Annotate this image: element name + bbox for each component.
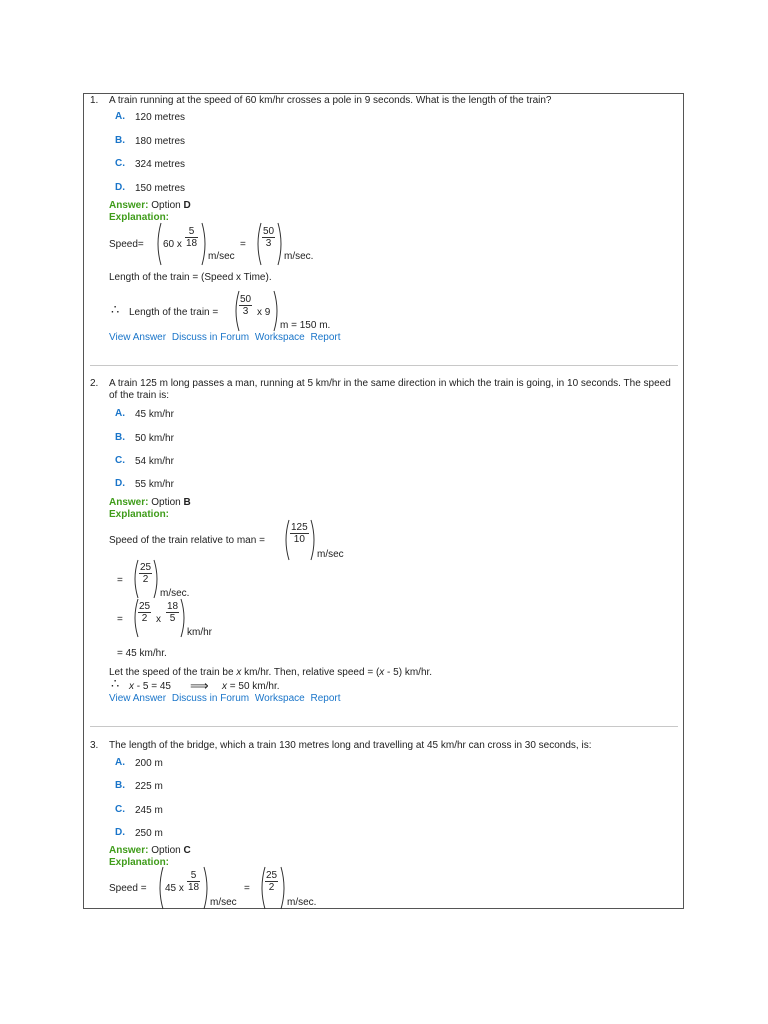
fraction-numerator: 5 xyxy=(187,870,200,882)
final-line xyxy=(222,681,280,693)
final-line xyxy=(129,681,171,693)
question-number: 2. xyxy=(90,378,99,389)
workspace-link[interactable]: Workspace xyxy=(254,693,305,704)
option-letter[interactable]: B. xyxy=(115,135,125,146)
option-text[interactable]: 50 km/hr xyxy=(135,433,174,444)
times-factor: x 9 xyxy=(257,307,271,318)
question-number: 3. xyxy=(90,740,99,751)
option-letter[interactable]: A. xyxy=(115,408,125,419)
option-letter[interactable]: A. xyxy=(115,757,125,768)
option-letter[interactable]: D. xyxy=(115,827,125,838)
variable-x: x xyxy=(379,667,385,678)
let-text: Let the speed of the train be xyxy=(109,667,237,678)
answer-prefix: Option xyxy=(151,497,181,508)
unit: m/sec. xyxy=(287,897,317,908)
explanation-line: Length of the train = (Speed x Time). xyxy=(109,272,272,283)
fraction xyxy=(138,601,151,624)
question-number: 1. xyxy=(90,95,99,106)
open-paren-icon xyxy=(282,519,290,561)
unit: m/sec xyxy=(208,251,235,262)
unit: km/hr xyxy=(187,627,212,638)
open-paren-icon xyxy=(131,559,139,599)
fraction-numerator: 25 xyxy=(139,601,151,612)
final-text: = 50 km/hr. xyxy=(227,681,280,692)
view-answer-link[interactable]: View Answer xyxy=(109,332,167,343)
relative-speed-label: Speed of the train relative to man = xyxy=(109,535,265,546)
unit: m/sec xyxy=(210,897,237,908)
fraction xyxy=(290,522,309,545)
variable-x: x xyxy=(236,667,242,678)
therefore-symbol: ∴ xyxy=(111,676,120,691)
option-text[interactable]: 250 m xyxy=(135,828,163,839)
fraction-denominator: 3 xyxy=(265,238,272,249)
option-text[interactable]: 54 km/hr xyxy=(135,456,174,467)
fraction-numerator: 50 xyxy=(263,226,275,237)
variable-x: x xyxy=(129,681,134,692)
option-text[interactable]: 225 m xyxy=(135,781,163,792)
speed-label: Speed = xyxy=(109,883,147,894)
equals-sign: = xyxy=(240,239,246,250)
speed-label: Speed= xyxy=(109,239,144,250)
option-letter[interactable]: B. xyxy=(115,780,125,791)
unit: m/sec xyxy=(317,549,344,560)
fraction xyxy=(166,601,179,624)
option-letter[interactable]: A. xyxy=(115,111,125,122)
option-text[interactable]: 245 m xyxy=(135,805,163,816)
workspace-link[interactable]: Workspace xyxy=(254,332,305,343)
implies-icon: ⟹ xyxy=(190,678,209,693)
open-paren-icon xyxy=(254,222,262,266)
option-text[interactable]: 45 km/hr xyxy=(135,409,174,420)
answer-label: Answer: xyxy=(109,497,149,508)
discuss-in-forum-link[interactable]: Discuss in Forum xyxy=(171,332,250,343)
unit: m/sec. xyxy=(284,251,314,262)
discuss-in-forum-link[interactable]: Discuss in Forum xyxy=(171,693,250,704)
answer-label: Answer: xyxy=(109,845,149,856)
option-letter[interactable]: C. xyxy=(115,158,125,169)
option-letter[interactable]: C. xyxy=(115,804,125,815)
open-paren-icon xyxy=(154,222,162,266)
fraction xyxy=(139,562,152,585)
option-letter[interactable]: D. xyxy=(115,478,125,489)
explanation-label: Explanation: xyxy=(109,857,170,868)
therefore-symbol: ∴ xyxy=(111,302,120,317)
option-letter[interactable]: B. xyxy=(115,432,125,443)
fraction-denominator: 2 xyxy=(142,574,149,585)
equals-sign: = xyxy=(244,883,250,894)
action-links xyxy=(109,332,341,344)
report-link[interactable]: Report xyxy=(310,693,341,704)
answer-label: Answer: xyxy=(109,200,149,211)
separator xyxy=(90,365,678,366)
option-text[interactable]: 55 km/hr xyxy=(135,479,174,490)
option-text[interactable]: 150 metres xyxy=(135,183,186,194)
answer-prefix: Option xyxy=(151,200,181,211)
fraction-numerator: 25 xyxy=(266,870,278,881)
answer-value: C xyxy=(183,845,191,856)
result: m = 150 m. xyxy=(280,320,331,331)
fraction-denominator: 10 xyxy=(293,534,305,545)
let-text: - 5) km/hr. xyxy=(384,667,433,678)
fraction-denominator: 5 xyxy=(169,613,176,624)
open-paren-icon xyxy=(156,866,164,910)
fraction xyxy=(265,870,278,893)
fraction xyxy=(187,870,200,893)
fraction-denominator: 18 xyxy=(186,238,198,249)
fraction-numerator: 5 xyxy=(185,226,198,238)
speed-factor: 60 x xyxy=(163,239,182,250)
question-text: The length of the bridge, which a train 130 metres long and travelling at 45 km/hr can cross in 30 seconds, is: xyxy=(109,740,592,751)
variable-x: x xyxy=(222,681,227,692)
fraction-denominator: 2 xyxy=(141,613,148,624)
equals-sign: = xyxy=(117,614,123,625)
report-link[interactable]: Report xyxy=(310,332,341,343)
answer-value: D xyxy=(183,200,191,211)
answer-value: B xyxy=(183,497,191,508)
fraction xyxy=(239,294,252,317)
speed-factor: 45 x xyxy=(165,883,184,894)
question-text: A train 125 m long passes a man, running at 5 km/hr in the same direction in which the train is going, in 10 seconds. The speed of the train is: xyxy=(109,378,671,401)
fraction xyxy=(185,226,198,249)
fraction-denominator: 18 xyxy=(188,882,200,893)
length-label: Length of the train = xyxy=(129,307,219,318)
option-text[interactable]: 120 metres xyxy=(135,112,186,123)
final-text: - 5 = 45 xyxy=(134,681,171,692)
option-letter[interactable]: D. xyxy=(115,182,125,193)
option-letter[interactable]: C. xyxy=(115,455,125,466)
fraction xyxy=(262,226,275,249)
fraction-numerator: 18 xyxy=(167,601,179,612)
unit: m/sec. xyxy=(160,588,190,599)
option-text[interactable]: 200 m xyxy=(135,758,163,769)
equals-sign: = xyxy=(117,575,123,586)
fraction-denominator: 3 xyxy=(242,306,249,317)
explanation-label: Explanation: xyxy=(109,212,170,223)
let-text: km/hr. Then, relative speed = ( xyxy=(241,667,380,678)
option-text[interactable]: 324 metres xyxy=(135,159,186,170)
fraction-denominator: 2 xyxy=(268,882,275,893)
let-line xyxy=(109,667,432,679)
action-links xyxy=(109,693,341,705)
option-text[interactable]: 180 metres xyxy=(135,136,186,147)
view-answer-link[interactable]: View Answer xyxy=(109,693,167,704)
explanation-label: Explanation: xyxy=(109,509,170,520)
answer-line xyxy=(109,200,191,212)
fraction-numerator: 125 xyxy=(291,522,308,533)
times-sign: x xyxy=(156,614,161,625)
separator xyxy=(90,726,678,727)
answer-line xyxy=(109,497,191,509)
fraction-numerator: 25 xyxy=(140,562,152,573)
result: = 45 km/hr. xyxy=(117,648,167,659)
answer-prefix: Option xyxy=(151,845,181,856)
answer-line xyxy=(109,845,191,857)
question-text: A train running at the speed of 60 km/hr crosses a pole in 9 seconds. What is the length of the train? xyxy=(109,95,552,106)
fraction-numerator: 50 xyxy=(240,294,252,305)
